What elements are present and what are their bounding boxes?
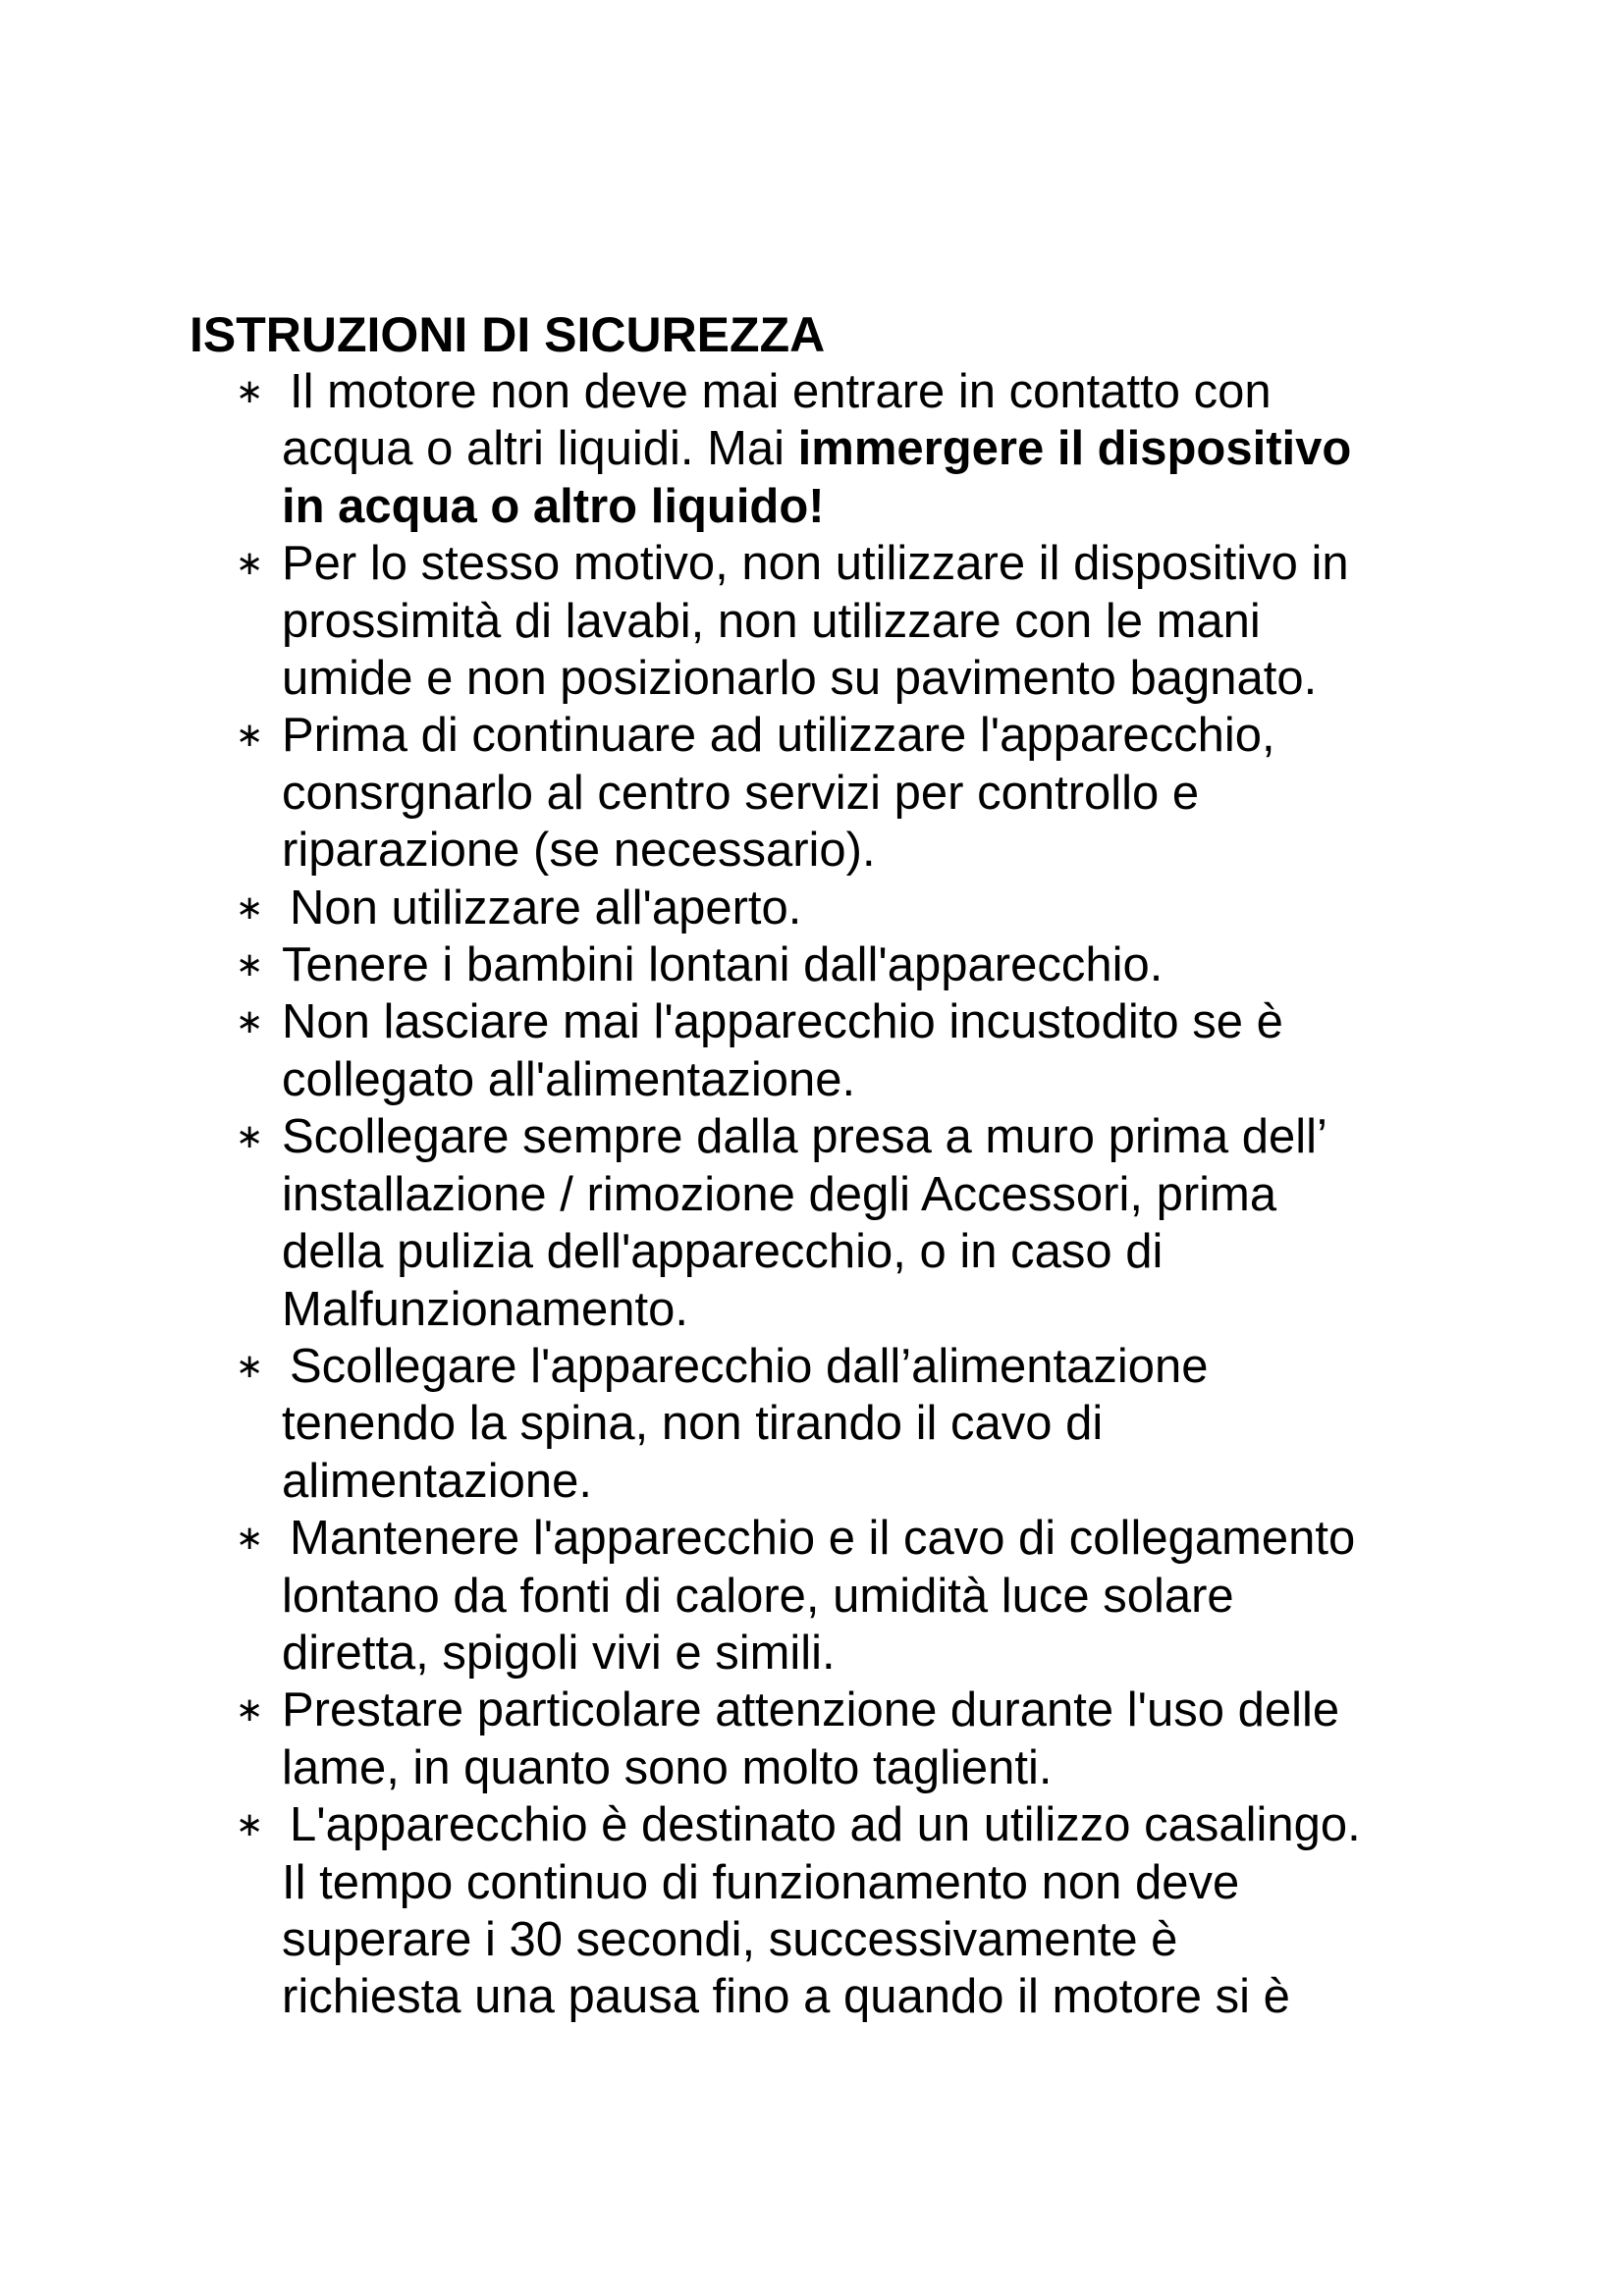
asterisk-bullet-icon: ∗ [236,888,264,927]
text-segment: umide e non posizionarlo su pavimento bagnato. [282,652,1318,706]
item-text-line [282,1568,1460,1625]
safety-item [0,1108,1460,1338]
bold-text: immergere il dispositivo [797,422,1352,476]
safety-item [0,1682,1460,1796]
safety-item [0,936,1460,993]
safety-item [0,1510,1460,1682]
item-text-line [282,1911,1460,1968]
item-text-line [282,420,1460,477]
text-segment: riparazione (se necessario). [282,824,876,878]
asterisk-bullet-icon: ∗ [236,373,264,410]
text-segment: consrgnarlo al centro servizi per controllo e [282,766,1200,820]
text-segment: della pulizia dell'apparecchio, o in caso di [282,1225,1164,1279]
item-text-line [282,1453,1460,1510]
text-segment: richiesta una pausa fino a quando il motore si è [282,1970,1290,2024]
item-text-line [282,1510,1460,1567]
item-text-line [282,1108,1460,1165]
text-segment: Il motore non deve mai entrare in contatto con [290,365,1272,418]
item-text-line [282,1854,1460,1911]
asterisk-bullet-icon: ∗ [236,1347,264,1385]
text-segment: collegato all'alimentazione. [282,1052,856,1106]
text-segment: Non lasciare mai l'apparecchio incustodito se è [282,995,1283,1049]
asterisk-bullet-icon: ∗ [236,545,264,583]
safety-item [0,880,1460,936]
text-segment: tenendo la spina, non tirando il cavo di [282,1397,1104,1451]
asterisk-bullet-icon: ∗ [236,1520,264,1558]
text-segment: Mantenere l'apparecchio e il cavo di collegamento [290,1512,1356,1566]
item-text-line [282,1223,1460,1280]
text-segment: Non utilizzare all'aperto. [290,881,802,934]
item-text-line [282,478,1460,535]
text-segment: Per lo stesso motivo, non utilizzare il dispositivo in [282,537,1349,591]
text-segment: superare i 30 secondi, successivamente è [282,1912,1178,1966]
item-text-line [282,1625,1460,1682]
text-segment: Il tempo continuo di funzionamento non deve [282,1855,1240,1909]
item-text-line [282,363,1460,420]
item-text-line [282,1796,1460,1853]
safety-item [0,993,1460,1108]
item-text-line [282,936,1460,993]
item-text-line [282,1395,1460,1452]
safety-item [0,707,1460,879]
safety-item [0,1338,1460,1510]
text-segment: prossimità di lavabi, non utilizzare con le mani [282,594,1261,648]
item-text-line [282,765,1460,822]
item-text-line [282,593,1460,650]
safety-item [0,1796,1460,2026]
safety-item [0,363,1460,535]
bold-text: in acqua o altro liquido! [282,479,825,533]
text-segment: Malfunzionamento. [282,1282,689,1336]
asterisk-bullet-icon: ∗ [236,717,264,755]
text-segment: Prima di continuare ad utilizzare l'apparecchio, [282,709,1275,763]
text-segment: installazione / rimozione degli Accessori, prima [282,1167,1277,1221]
asterisk-bullet-icon: ∗ [236,1806,264,1844]
item-text-line [282,993,1460,1050]
asterisk-bullet-icon: ∗ [236,1691,264,1730]
item-text-line [282,1968,1460,2025]
item-text-line [282,707,1460,764]
asterisk-bullet-icon: ∗ [236,1118,264,1156]
item-text-line [282,1166,1460,1223]
item-text-line [282,822,1460,879]
text-segment: acqua o altri liquidi. Mai [282,422,798,476]
text-segment: diretta, spigoli vivi e simili. [282,1626,836,1680]
item-text-line [282,1281,1460,1338]
item-text-line [282,880,1460,936]
item-text-line [282,535,1460,592]
text-segment: lame, in quanto sono molto taglienti. [282,1740,1053,1794]
text-segment: Scollegare sempre dalla presa a muro prima dell’ [282,1110,1327,1164]
item-text-line [282,1739,1460,1796]
item-text-line [282,1682,1460,1738]
text-segment: Scollegare l'apparecchio dall’alimentazione [290,1339,1209,1393]
text-segment: Tenere i bambini lontani dall'apparecchio. [282,938,1164,992]
text-segment: Prestare particolare attenzione durante l'uso delle [282,1683,1340,1737]
safety-item [0,535,1460,707]
item-text-line [282,1338,1460,1395]
text-segment: L'apparecchio è destinato ad un utilizzo casalingo. [290,1798,1361,1852]
section-heading: ISTRUZIONI DI SICUREZZA [189,307,826,362]
item-text-line [282,1051,1460,1108]
asterisk-bullet-icon: ∗ [236,946,264,985]
asterisk-bullet-icon: ∗ [236,1003,264,1041]
item-text-line [282,650,1460,707]
text-segment: alimentazione. [282,1454,592,1508]
safety-instructions-list [0,363,1624,2026]
text-segment: lontano da fonti di calore, umidità luce solare [282,1569,1234,1623]
